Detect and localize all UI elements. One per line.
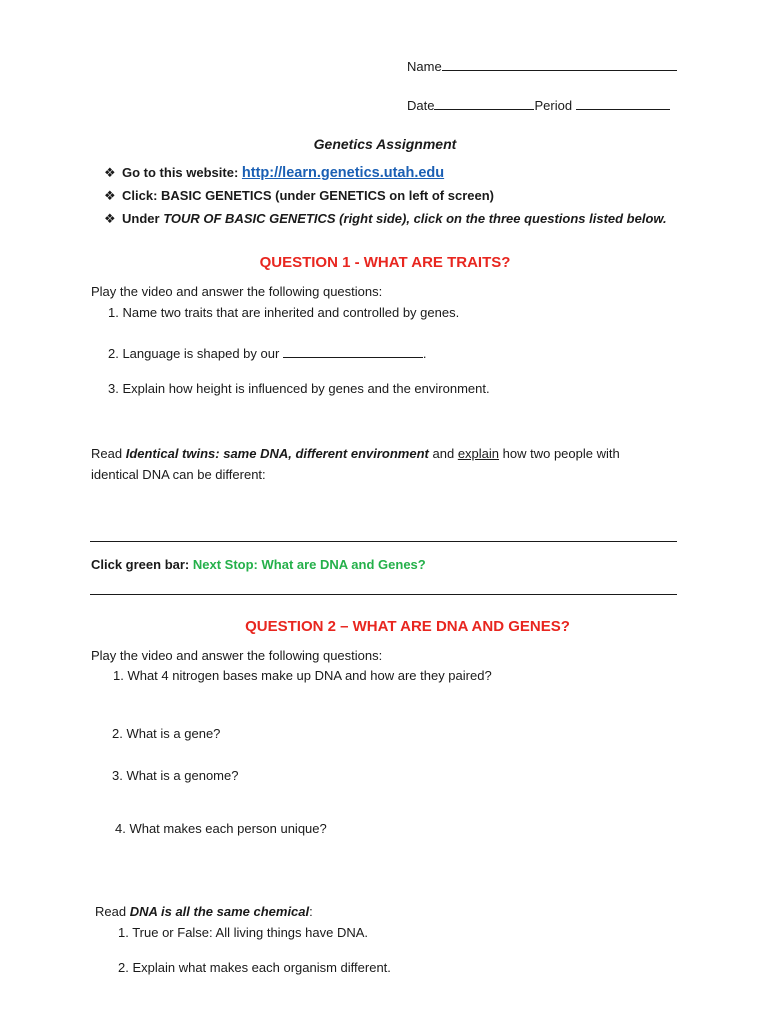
instruction-item-click	[104, 188, 494, 204]
question-1-item-2-text: 2. Language is shaped by our	[108, 346, 283, 361]
date-blank[interactable]	[434, 97, 534, 110]
name-field	[407, 58, 677, 74]
read-twins-line-2: identical DNA can be different:	[91, 467, 266, 482]
read-dna-title: DNA is all the same chemical	[129, 904, 310, 919]
click-green-bar-line	[91, 557, 426, 572]
name-label: Name	[407, 59, 442, 74]
question-2-item-2: 2. What is a gene?	[112, 726, 221, 741]
dna-sub-item-1: 1. True or False: All living things have DNA.	[118, 925, 369, 940]
question-1-item-1: 1. Name two traits that are inherited and controlled by genes.	[108, 305, 460, 320]
period-blank[interactable]	[576, 97, 670, 110]
explain-word: explain	[457, 446, 500, 461]
question-2-item-3: 3. What is a genome?	[112, 768, 239, 783]
instruction-tour-text: TOUR OF BASIC GENETICS (right side), click on the three questions listed below.	[163, 211, 667, 226]
name-blank[interactable]	[442, 58, 677, 71]
click-green-bar-label: Click green bar:	[91, 557, 190, 572]
next-stop-link[interactable]: Next Stop: What are DNA and Genes?	[192, 557, 426, 572]
question-1-heading: QUESTION 1 - WHAT ARE TRAITS?	[259, 254, 511, 271]
instruction-item-tour	[104, 211, 667, 227]
read-dna-post: :	[309, 904, 313, 919]
read-twins-title: Identical twins: same DNA, different environment	[125, 446, 429, 461]
instruction-website-prefix: Go to this website:	[122, 165, 239, 180]
diamond-bullet-icon: ❖	[104, 188, 116, 203]
read-mid: and	[432, 446, 455, 461]
read-twins-line-1	[91, 446, 620, 461]
question-1-item-3: 3. Explain how height is influenced by genes and the environment.	[108, 381, 490, 396]
read-post: how two people with	[502, 446, 620, 461]
question-2-heading: QUESTION 2 – WHAT ARE DNA AND GENES?	[245, 618, 570, 635]
date-label: Date	[407, 98, 435, 113]
question-2-item-1: 1. What 4 nitrogen bases make up DNA and how are they paired?	[113, 668, 492, 683]
read-dna-pre: Read	[95, 904, 127, 919]
date-period-field	[407, 97, 670, 113]
diamond-bullet-icon: ❖	[104, 211, 116, 226]
divider-bottom	[90, 594, 677, 595]
question-2-intro: Play the video and answer the following questions:	[91, 648, 383, 663]
read-pre: Read	[91, 446, 123, 461]
page-title: Genetics Assignment	[313, 136, 457, 152]
instruction-tour-pre: Under	[122, 211, 160, 226]
question-1-item-2-end: .	[422, 346, 427, 361]
language-answer-blank[interactable]	[283, 345, 423, 358]
question-2-item-4: 4. What makes each person unique?	[115, 821, 327, 836]
period-label: Period	[534, 98, 573, 113]
instruction-item-website	[104, 165, 444, 181]
read-dna-chemical	[95, 904, 313, 919]
dna-sub-item-2: 2. Explain what makes each organism different.	[118, 960, 391, 975]
diamond-bullet-icon: ❖	[104, 165, 116, 180]
question-1-intro: Play the video and answer the following questions:	[91, 284, 383, 299]
website-link[interactable]: http://learn.genetics.utah.edu	[241, 165, 445, 181]
question-1-item-2	[108, 345, 427, 361]
instruction-click-text: Click: BASIC GENETICS (under GENETICS on left of screen)	[122, 188, 494, 203]
divider-top	[90, 541, 677, 542]
